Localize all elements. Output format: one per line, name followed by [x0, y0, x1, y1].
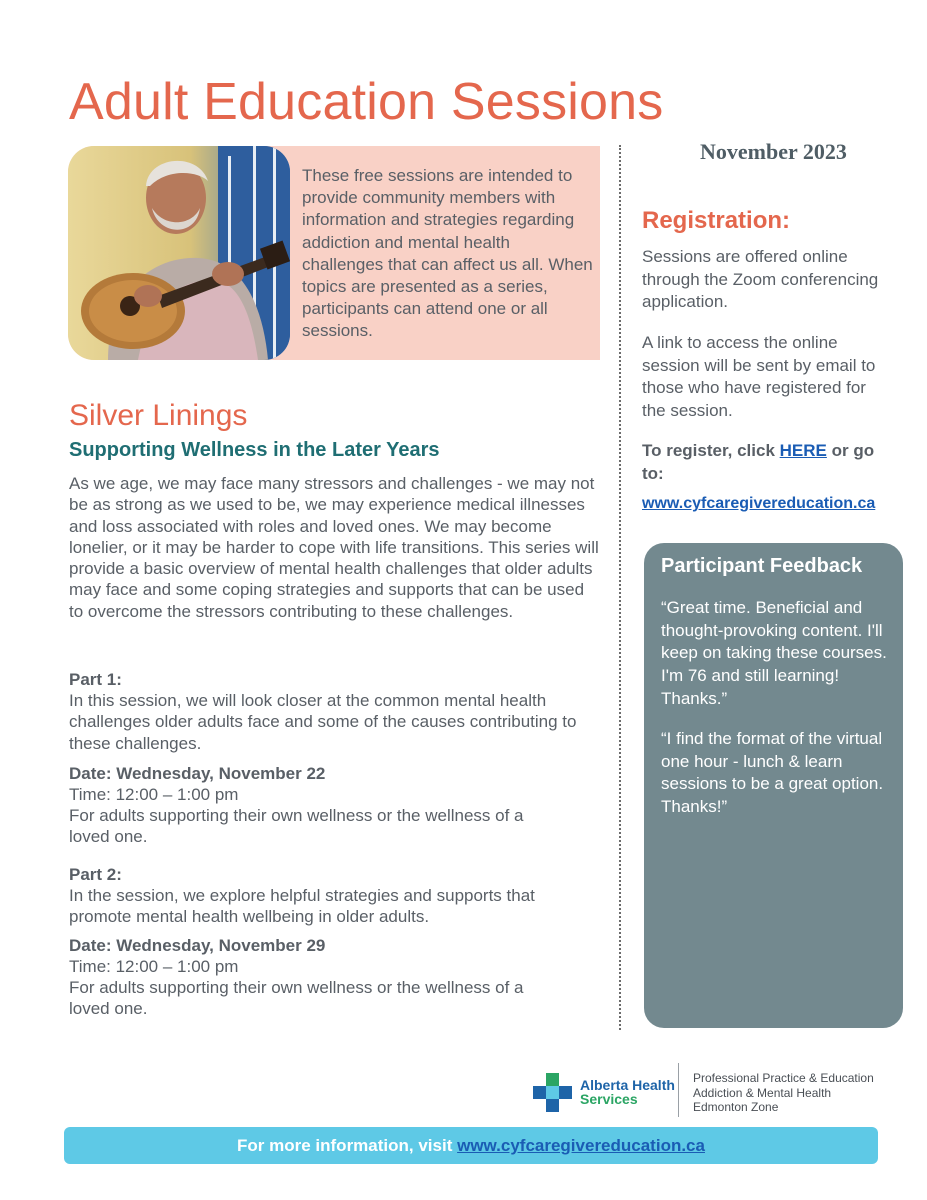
footer-text	[64, 1136, 878, 1156]
register-prefix: To register, click	[642, 441, 780, 460]
guitar-player-illustration	[68, 146, 290, 360]
logo-divider	[678, 1063, 679, 1117]
issue-date: November 2023	[700, 139, 847, 164]
part-2-date: Date: Wednesday, November 29	[69, 936, 326, 955]
ahs-logo-text	[580, 1078, 675, 1106]
department-line: Addiction & Mental Health	[693, 1085, 832, 1100]
series-subtitle: Supporting Wellness in the Later Years	[69, 439, 440, 461]
register-suffix: or go to:	[642, 441, 875, 483]
footer-prefix: For more information, visit	[237, 1136, 458, 1155]
department-info	[693, 1071, 874, 1115]
ahs-logo-icon	[533, 1073, 573, 1113]
guitar-player-photo	[68, 146, 290, 360]
register-here-link[interactable]: HERE	[779, 441, 827, 460]
part-1-description: In this session, we will look closer at the common mental health challenges older adults face and some of the causes contributing to these challenges.	[69, 691, 577, 753]
feedback-quote: “I find the format of the virtual one hour - lunch & learn sessions to be a great option. Thanks!”	[661, 729, 884, 817]
part-2-time: Time: 12:00 – 1:00 pm	[69, 957, 239, 976]
series-description: As we age, we may face many stressors and challenges - we may not be as strong as we used to be, we may experience medical illnesses and loss associated with roles and loved ones. We may become lonelier, or it may be harder to cope with life transitions. This series will provide a basic overview of mental health challenges that older adults may face and some coping strategies and supports that can be used to overcome the stressors contributing to these challenges.	[69, 474, 599, 621]
intro-text: These free sessions are intended to provide community members with information and strategies regarding addiction and mental health challenges that can affect us all. When topics are presented as a series, participants can attend one or all sessions.	[302, 166, 593, 341]
department-line: Edmonton Zone	[693, 1100, 779, 1114]
part-1-heading: Part 1:	[69, 670, 122, 689]
registration-link-info: A link to access the online session will be sent by email to those who have registered for the session.	[642, 333, 876, 420]
logo-line-2: Services	[580, 1091, 638, 1107]
part-1-audience: For adults supporting their own wellness or the wellness of a loved one.	[69, 806, 524, 847]
registration-heading: Registration:	[642, 207, 791, 234]
part-1-date: Date: Wednesday, November 22	[69, 764, 326, 783]
register-instructions	[642, 440, 887, 485]
part-2-description: In the session, we explore helpful strategies and supports that promote mental health wellbeing in older adults.	[69, 886, 535, 927]
registration-info: Sessions are offered online through the Zoom conferencing application.	[642, 247, 879, 311]
series-title: Silver Linings	[69, 399, 248, 432]
registration-url-link[interactable]: www.cyfcaregivereducation.ca	[642, 495, 876, 512]
page-title: Adult Education Sessions	[69, 73, 664, 131]
part-1-time: Time: 12:00 – 1:00 pm	[69, 785, 239, 804]
column-divider	[619, 145, 621, 1030]
logo-line-1: Alberta Health	[580, 1077, 675, 1093]
part-2-audience: For adults supporting their own wellness or the wellness of a loved one.	[69, 978, 524, 1019]
part-2-heading: Part 2:	[69, 865, 122, 884]
footer-url-link[interactable]: www.cyfcaregivereducation.ca	[457, 1136, 705, 1155]
feedback-quote: “Great time. Beneficial and thought-provoking content. I'll keep on taking these courses. I'm 76 and still learning! Thanks.”	[661, 598, 887, 708]
department-line: Professional Practice & Education	[693, 1071, 874, 1085]
feedback-title: Participant Feedback	[661, 555, 863, 577]
